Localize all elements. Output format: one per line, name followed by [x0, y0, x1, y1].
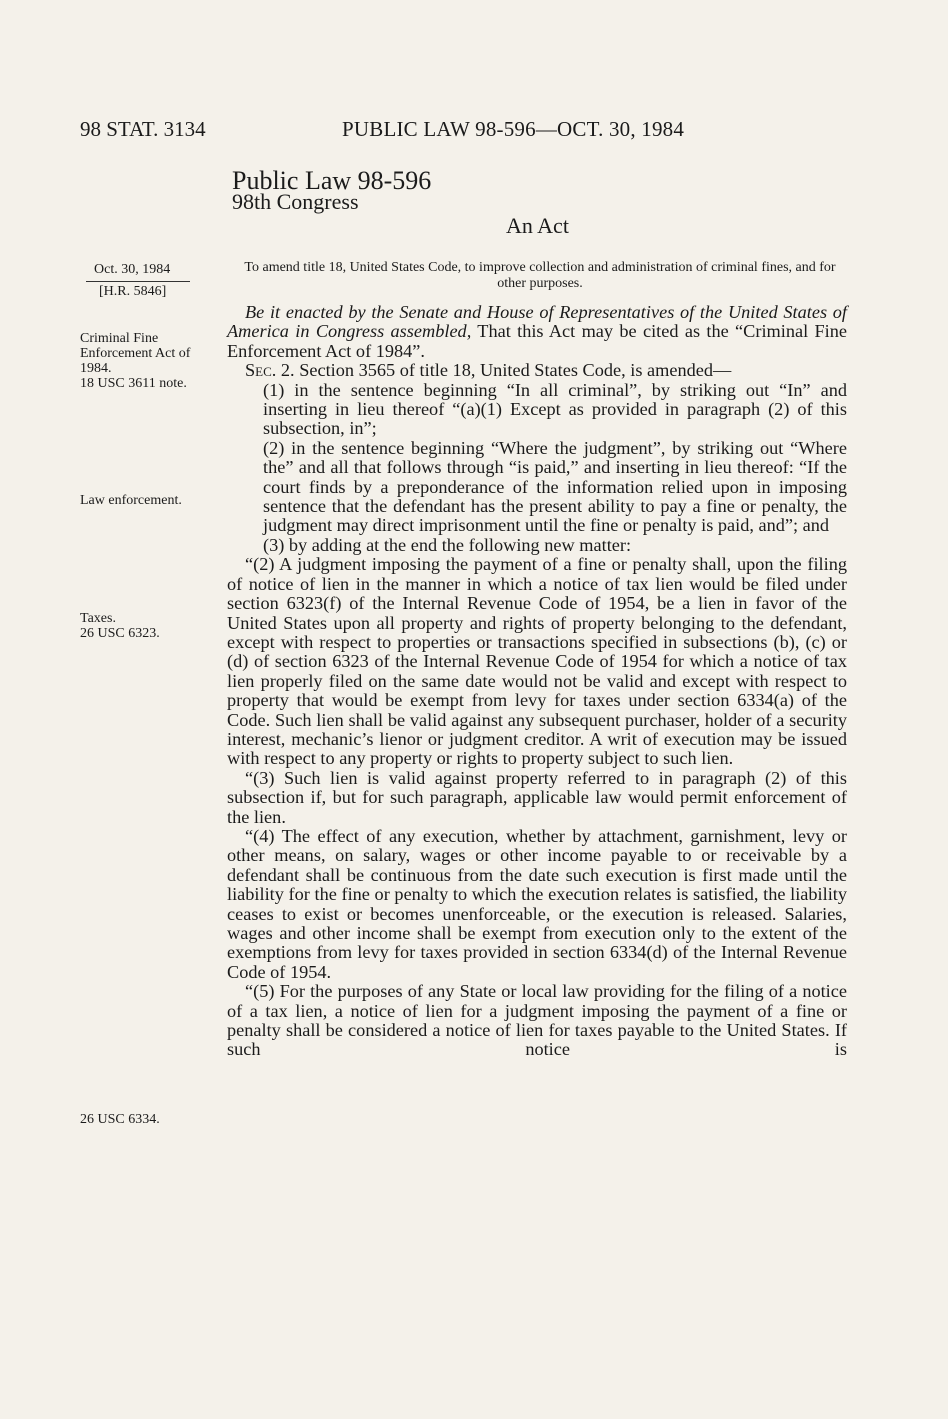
enacting-clause-text: That this Act may be cited as the “Criminal Fine Enforcement Act of 1984”.: [227, 321, 847, 361]
margin-date: Oct. 30, 1984: [94, 262, 171, 277]
amendment-item-1-text: (1) in the sentence beginning “In all criminal”, by striking out “In” and inserting in lieu thereof “(a)(1) Except as provided in paragraph (2) of this subsection, in”;: [263, 379, 847, 439]
margin-note-short-title: [80, 331, 215, 391]
amendment-item-3: [227, 536, 847, 555]
margin-short-title-cite: 18 USC 3611 note.: [80, 376, 187, 391]
an-act-heading: An Act: [506, 213, 569, 238]
paragraph-4: “(4) The effect of any execution, whether by attachment, garnishment, levy or other means, on salary, wages or other income payable to or receivable by a defendant shall be continuous from the date such execution is first made until the liability for the fine or penalty to which the execution relates is satisfied, the liability ceases to exist or becomes unenforceable, or the execution is released. Salaries, wages and other income shall be exempt from execution only to the extent of the exemptions from levy for taxes provided in section 6334(d) of the Internal Revenue Code of 1954.: [227, 825, 847, 982]
margin-bill-number: [H.R. 5846]: [99, 284, 167, 299]
margin-short-title: Criminal Fine Enforcement Act of 1984.: [80, 331, 191, 376]
paragraph-2: “(2) A judgment imposing the payment of a fine or penalty shall, upon the filing of notice of lien in the manner in which a notice of tax lien would be filed under section 6323(f) of the Internal Revenue Code of 1954, be a lien in favor of the United States upon all property and rights of property belonging to the defendant, except with respect to properties or transactions specified in subsections (b), (c) or (d) of section 6323 of the Internal Revenue Code of 1954 for which a notice of tax lien properly filed on the same date would not be valid and except with respect to property that would be exempt from levy for taxes under section 6334(a) of the Code. Such lien shall be valid against any subsequent purchaser, holder of a security interest, mechanic’s lienor or judgment creditor. A writ of execution may be issued with respect to any property or rights to property subject to such lien.: [227, 554, 847, 769]
section-2-label: Sec. 2.: [245, 360, 295, 381]
running-header: PUBLIC LAW 98-596—OCT. 30, 1984: [342, 117, 685, 141]
section-2: [227, 361, 847, 380]
margin-note-taxes: [80, 611, 215, 641]
margin-taxes-cite: 26 USC 6323.: [80, 626, 160, 641]
margin-taxes: Taxes.: [80, 611, 116, 626]
act-purpose: To amend title 18, United States Code, to improve collection and administration of criminal fines, and for other purposes.: [244, 260, 836, 291]
enacting-clause-italic: Be it enacted by the Senate and House of Representatives of the United States of America in Congress assembled,: [227, 302, 847, 342]
amendment-item-2-text: (2) in the sentence beginning “Where the judgment”, by striking out “Where the” and all that follows through “is paid,” and inserting in lieu thereof: “If the court finds by a preponderance of the information relied upon in imposing sentence that the defendant has the present ability to pay a fine or penalty, the judgment may direct imprisonment until the fine or penalty is paid, and”; and: [263, 437, 847, 536]
paragraph-5: “(5) For the purposes of any State or local law providing for the filing of a notice of a tax lien, a notice of lien for a judgment imposing the payment of a fine or penalty shall be considered a notice of lien for taxes payable to the United States. If such notice is: [227, 981, 847, 1060]
margin-note-law-enforcement: Law enforcement.: [80, 493, 182, 508]
margin-date-rule: [86, 281, 190, 282]
congress-label: 98th Congress: [232, 189, 359, 214]
section-2-text: Section 3565 of title 18, United States Code, is amended—: [294, 360, 732, 381]
amendment-item-2: [227, 439, 847, 536]
enacting-clause: [227, 303, 847, 361]
public-law-title: Public Law 98-596: [232, 166, 432, 195]
act-body: [227, 303, 847, 1060]
margin-note-6334: 26 USC 6334.: [80, 1112, 160, 1127]
paragraph-3: “(3) Such lien is valid against property referred to in paragraph (2) of this subsection if, but for such paragraph, applicable law would permit enforcement of the lien.: [227, 767, 847, 827]
statute-page-number: 98 STAT. 3134: [80, 117, 206, 141]
amendment-item-1: [227, 381, 847, 439]
amendment-item-3-text: (3) by adding at the end the following new matter:: [263, 534, 632, 555]
